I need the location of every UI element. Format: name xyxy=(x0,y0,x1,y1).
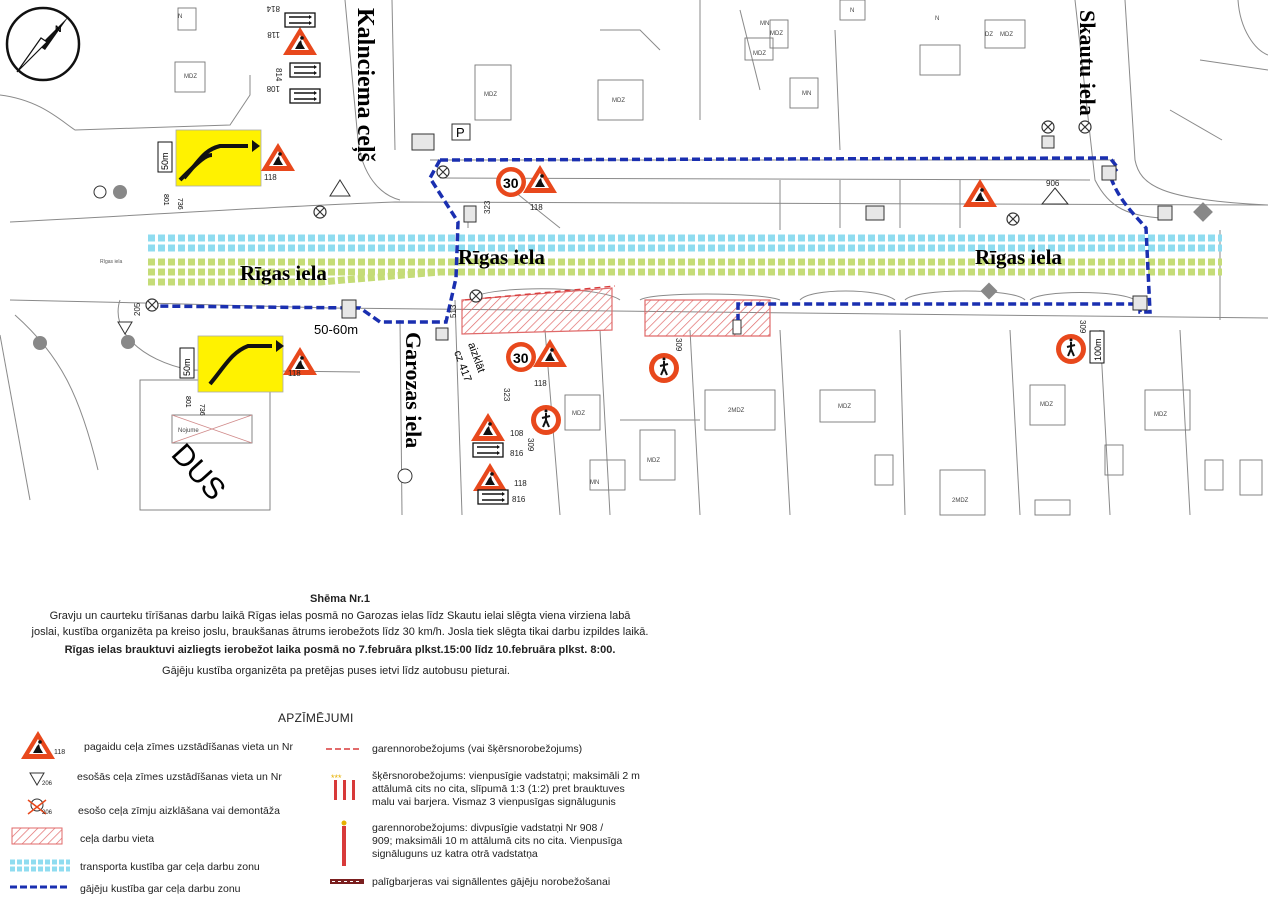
building-label: MN xyxy=(760,21,770,27)
sign-number: 118 xyxy=(534,379,547,388)
building-label: MDZ xyxy=(1040,402,1053,408)
pedestrian-prohibited-sign-icon xyxy=(531,334,1086,435)
building-label: MDZ xyxy=(838,404,851,410)
lane-shift-sign xyxy=(180,336,284,416)
sign-number: 323 xyxy=(483,200,492,214)
legend-title: APZĪMĒJUMI xyxy=(278,711,354,725)
sign-number: 108 xyxy=(510,429,524,438)
sign-number: 906 xyxy=(1046,179,1060,188)
distance-plate-text: 100m xyxy=(1093,338,1103,361)
building-label: MDZ xyxy=(572,411,585,417)
legend-item: pagaidu ceļa zīmes uzstādīšanas vieta un Nr xyxy=(84,741,293,753)
building-label: MDZ xyxy=(753,51,766,57)
street-label-skautu: Skautu iela xyxy=(1075,10,1100,116)
legend-item: garennorobežojums (vai šķērsnorobežojums) xyxy=(372,743,583,755)
sign-number: 309 xyxy=(526,438,535,452)
building-label: MN xyxy=(590,480,600,486)
sign-number: 814 xyxy=(266,4,280,13)
building-label: N xyxy=(178,14,183,20)
sign-number: 118 xyxy=(288,369,301,378)
building-label: N xyxy=(850,8,855,14)
building-label: MN xyxy=(802,91,812,97)
svg-text:30: 30 xyxy=(503,175,519,191)
sign-number: 816 xyxy=(510,449,524,458)
svg-text:50m: 50m xyxy=(160,152,170,170)
legend-num: 206 xyxy=(42,810,53,816)
legend-item-line: 909; maksimāli 10 m attālumā cits no cita. Vienpusīga xyxy=(372,835,623,847)
parking-label: P xyxy=(456,125,465,140)
building-label: 2MDZ xyxy=(728,408,745,414)
sign-number: 309 xyxy=(674,338,683,352)
street-label-rigas: Rīgas iela xyxy=(240,261,327,285)
nojume-label: Nojume xyxy=(178,428,199,434)
legend-item-line: garennorobežojums: divpusīgie vadstatņi Nr 908 / xyxy=(372,822,604,834)
sign-number: 118 xyxy=(267,30,280,39)
svg-text:30: 30 xyxy=(513,350,529,366)
street-label-rigas: Rīgas iela xyxy=(975,245,1062,269)
sign-number: 108 xyxy=(266,84,280,93)
cover-note: aizklāt xyxy=(465,340,488,375)
svg-text:801: 801 xyxy=(184,396,191,408)
scheme-restriction: Rīgas ielas brauktuvi aizliegts ierobežot laika posmā no 7.februāra plkst.15:00 līdz 10.februāra plkst. 8:00. xyxy=(64,644,616,656)
svg-text:50m: 50m xyxy=(182,358,192,376)
scheme-description-line: joslai, kustība organizēta pa kreiso joslu, braukšanas ātrums ierobežots līdz 30 km/h. Josla tiek slēgta tikai darbu izpildes laikā. xyxy=(31,626,649,638)
sign-number: 816 xyxy=(512,495,526,504)
legend-item-line: signāluguns uz katra otrā vadstatņa xyxy=(372,848,538,860)
building-label: MDZ xyxy=(770,31,783,37)
sign-number: 814 xyxy=(274,68,283,82)
legend-num: 206 xyxy=(42,781,53,787)
distance-label: 50-60m xyxy=(314,322,359,337)
svg-text:N: N xyxy=(55,24,62,34)
building-label: MDZ xyxy=(647,458,660,464)
compass-icon xyxy=(7,8,79,80)
sign-number: 118 xyxy=(530,203,543,212)
scheme-description xyxy=(0,608,680,640)
street-label-garozas: Garozas iela xyxy=(401,332,426,449)
sign-number: 118 xyxy=(264,173,277,182)
svg-text:736: 736 xyxy=(176,198,183,210)
legend-item-line: šķērsnorobežojums: vienpusīgie vadstatņi; maksimāli 2 m xyxy=(372,770,640,782)
building-label: DZ xyxy=(985,32,993,38)
legend-item xyxy=(372,822,622,861)
sign-number: 323 xyxy=(502,388,511,402)
street-label-rigas-small: Rīgas iela xyxy=(100,259,123,265)
svg-text:801: 801 xyxy=(162,194,169,206)
building-label: MDZ xyxy=(1000,32,1013,38)
legend-item: esošās ceļa zīmes uzstādīšanas vieta un Nr xyxy=(77,771,282,783)
legend-item: ceļa darbu vieta xyxy=(80,833,155,845)
building-label: MDZ xyxy=(1154,412,1167,418)
lane-shift-sign xyxy=(158,130,261,210)
scheme-title: Shēma Nr.1 xyxy=(310,593,370,605)
street-label-rigas: Rīgas iela xyxy=(458,245,545,269)
cover-note: cz 417 xyxy=(451,348,474,384)
legend-item-line: attālumā cits no cita, slīpumā 1:3 (1:2) pret brauktuves xyxy=(372,783,625,795)
scheme-pedestrian-note: Gājēju kustība organizēta pa pretējas puses ietvi līdz autobusu pieturai. xyxy=(162,665,510,677)
legend-item: gājēju kustība gar ceļa darbu zonu xyxy=(80,883,241,895)
svg-text:***: *** xyxy=(331,773,342,783)
building-label: MDZ xyxy=(484,92,497,98)
building-label: N xyxy=(935,16,940,22)
legend-item: palīgbarjeras vai signāllentes gājēju norobežošanai xyxy=(372,876,611,888)
legend-num: 118 xyxy=(54,749,66,756)
sign-number: 205 xyxy=(133,302,142,316)
legend-item-line: malu vai barjera. Vismaz 3 vienpusīgas signālugunis xyxy=(372,796,616,808)
sign-number: 513 xyxy=(449,304,458,318)
legend-item: esošo ceļa zīmju aizklāšana vai demontāža xyxy=(78,805,280,817)
svg-text:736: 736 xyxy=(198,404,205,416)
legend-item xyxy=(372,770,640,809)
street-label-kalnciema: Kalnciema ceļš xyxy=(352,8,378,162)
sign-number: 309 xyxy=(1078,320,1087,334)
legend-item: transporta kustība gar ceļa darbu zonu xyxy=(80,861,260,873)
scheme-description-line: Gravju un caurteku tīrīšanas darbu laikā Rīgas ielas posmā no Garozas ielas līdz Skautu ielai slēgta viena virziena labā xyxy=(49,610,631,622)
sign-number: 118 xyxy=(514,479,527,488)
building-label: 2MDZ xyxy=(952,498,969,504)
dus-label: DUS xyxy=(164,437,232,507)
building-label: MDZ xyxy=(612,98,625,104)
building-label: MDZ xyxy=(184,74,197,80)
